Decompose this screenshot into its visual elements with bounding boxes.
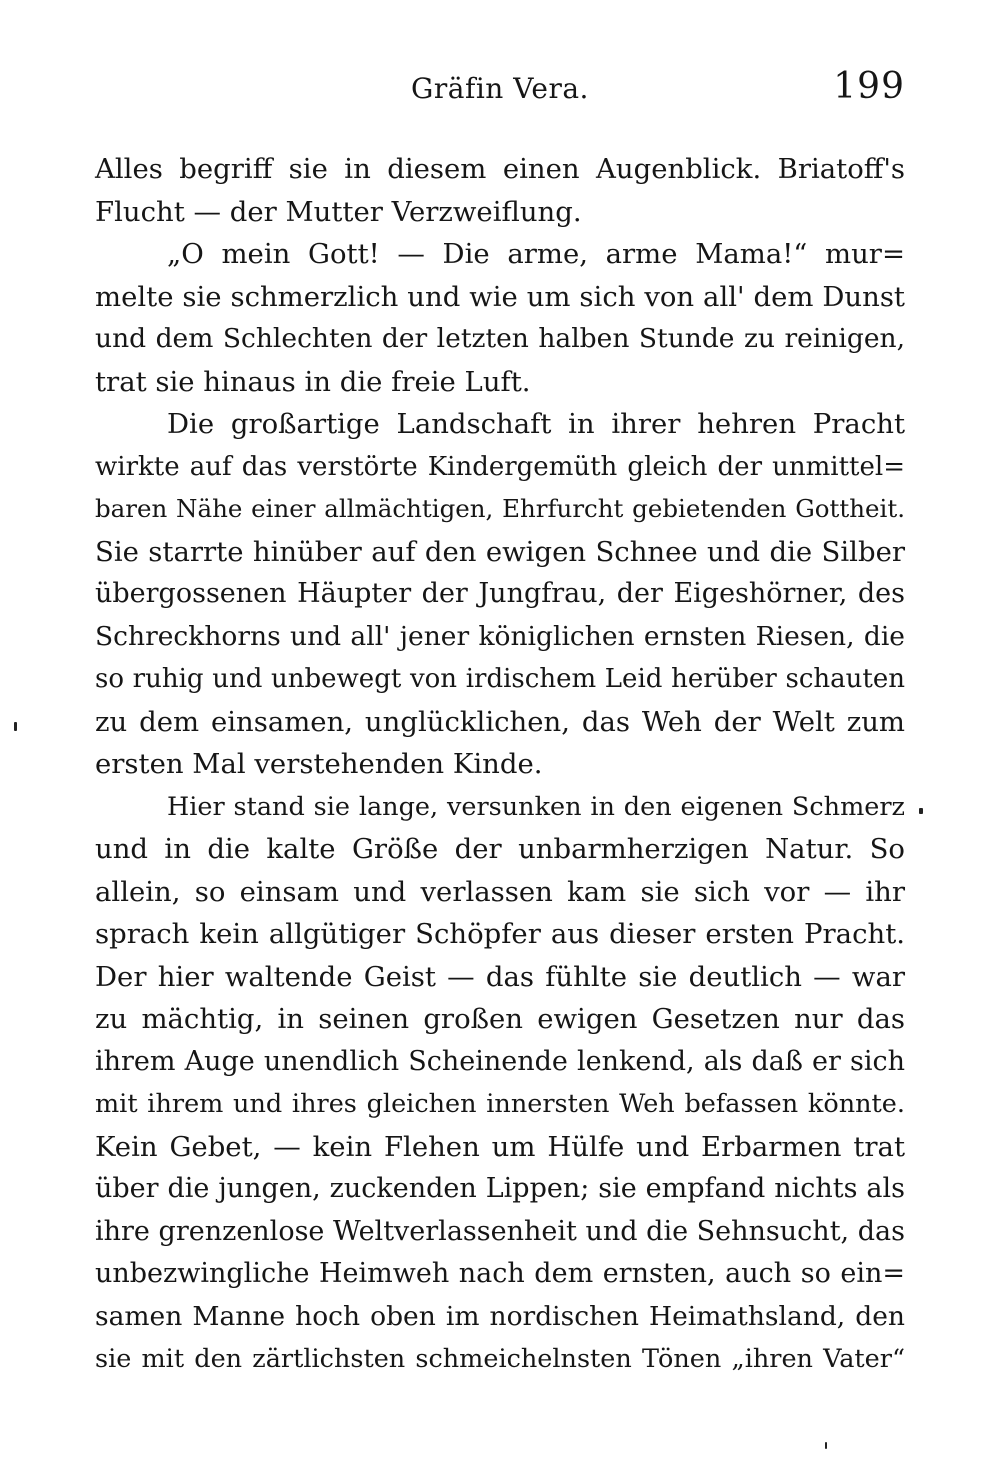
text-line: übergossenen Häupter der Jungfrau, der Eigeshörner, des [95, 578, 905, 609]
text-line: Die großartige Landschaft in ihrer hehren Pracht [167, 408, 905, 440]
text-line: wirkte auf das verstörte Kindergemüth gleich der unmittel= [95, 451, 905, 482]
text-line: zu dem einsamen, unglücklichen, das Weh der Welt zum [95, 705, 905, 738]
print-speck [825, 1442, 827, 1449]
text-line: über die jungen, zuckenden Lippen; sie empfand nichts als [95, 1173, 905, 1204]
text-line: ersten Mal verstehenden Kinde. [95, 748, 543, 780]
body-text [95, 148, 905, 1381]
text-line: ihre grenzenlose Weltverlassenheit und die Sehnsucht, das [95, 1215, 905, 1247]
text-line: ihrem Auge unendlich Scheinende lenkend, als daß er sich [95, 1045, 905, 1077]
running-title: Gräfin Vera. [411, 72, 589, 105]
text-line: Der hier waltende Geist — das fühlte sie deutlich — war [95, 960, 905, 993]
text-line: trat sie hinaus in die freie Luft. [95, 365, 531, 398]
text-line: samen Manne hoch oben im nordischen Heimathsland, den [95, 1300, 905, 1332]
text-line: so ruhig und unbewegt von irdischem Leid herüber schauten [95, 664, 905, 694]
text-line: Alles begriff sie in diesem einen Augenblick. Briatoff's [95, 153, 905, 185]
text-line: Sie starrte hinüber auf den ewigen Schnee und die Silber [95, 535, 905, 568]
text-line: „O mein Gott! — Die arme, arme Mama!“ mur= [167, 238, 905, 270]
text-line: sprach kein allgütiger Schöpfer aus dieser ersten Pracht. [95, 918, 905, 950]
text-line: sie mit den zärtlichsten schmeichelnsten Tönen „ihren Vater“ [95, 1344, 905, 1374]
text-line: Kein Gebet, — kein Flehen um Hülfe und Erbarmen trat [95, 1130, 905, 1163]
text-line: und in die kalte Größe der unbarmherzigen Natur. So [95, 833, 905, 865]
page-header [95, 62, 905, 122]
print-speck [919, 808, 923, 814]
text-line: allein, so einsam und verlassen kam sie sich vor — ihr [95, 875, 905, 908]
print-speck [14, 722, 17, 731]
page-number: 199 [833, 66, 905, 107]
text-line: und dem Schlechten der letzten halben Stunde zu reinigen, [95, 323, 905, 354]
text-line: melte sie schmerzlich und wie um sich von all' dem Dunst [95, 280, 905, 313]
text-line: zu mächtig, in seinen großen ewigen Gesetzen nur das [95, 1003, 905, 1035]
text-line: Schreckhorns und all' jener königlichen ernsten Riesen, die [95, 620, 905, 652]
text-line: Flucht — der Mutter Verzweiflung. [95, 195, 582, 228]
text-line: baren Nähe einer allmächtigen, Ehrfurcht gebietenden Gottheit. [95, 494, 905, 523]
text-line: unbezwingliche Heimweh nach dem ernsten, auch so ein= [95, 1258, 905, 1289]
text-line: Hier stand sie lange, versunken in den eigenen Schmerz [167, 791, 905, 822]
text-line: mit ihrem und ihres gleichen innersten Weh befassen könnte. [95, 1089, 905, 1119]
